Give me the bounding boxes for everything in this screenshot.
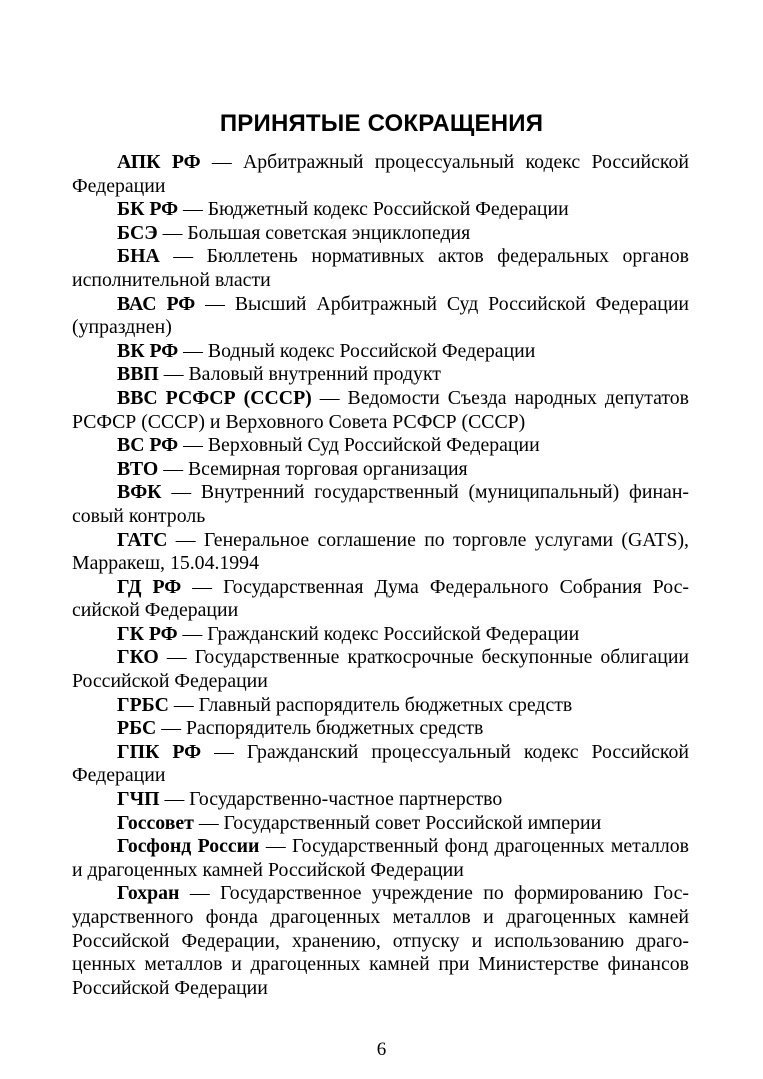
abbreviation-entry [72,623,689,647]
abbreviation-entry [72,741,689,788]
abbreviation-definition: Государственный фонд драгоценных металлов и драгоценных камней Российской Федерации [72,835,689,881]
abbreviation-definition: Валовый внутренний продукт [188,363,441,386]
abbreviation-term: РБС [117,717,157,740]
abbreviation-term: ВВС РСФСР (СССР) [117,386,312,409]
abbreviation-entry [72,835,689,882]
abbreviation-definition: Арбитражный процессуальный кодекс Российской Федерации [72,151,689,197]
entry-separator: — [178,339,208,362]
abbreviation-term: ГРБС [117,693,169,716]
entry-separator: — [158,363,189,386]
abbreviation-term: ГК РФ [117,622,178,645]
abbreviation-definition: Ведомости Съезда народных депутатов РСФСР (СССР) и Верховного Совета РСФСР (СССР) [72,386,689,433]
entry-separator: — [158,646,195,669]
entry-separator: — [259,835,292,858]
entry-separator: — [167,528,204,551]
entry-separator: — [161,481,201,504]
abbreviation-entry [72,222,689,246]
abbreviation-entry [72,340,689,364]
abbreviation-definition: Внутренний государственный (муниципальный) финансовый контроль [72,481,690,527]
abbreviation-term: ГЧП [117,788,160,811]
abbreviation-term: Госфонд России [117,835,260,858]
abbreviation-term: ВТО [117,457,159,480]
entry-separator: — [195,292,235,315]
entry-separator: — [157,221,188,244]
abbreviation-term: ГПК РФ [117,740,202,763]
abbreviation-definition: Бюллетень нормативных актов федеральных органов исполнительной власти [72,245,689,291]
abbreviation-definition: Главный распорядитель бюджетных средств [198,693,573,716]
abbreviation-term: ГАТС [117,528,168,551]
abbreviation-definition: Гражданский кодекс Российской Федерации [207,622,580,645]
abbreviation-entry [72,434,689,458]
abbreviation-entry [72,529,689,576]
entry-separator: — [178,198,208,221]
abbreviation-definition: Государственный совет Российской империи [223,811,602,834]
abbreviation-definition: Верховный Суд Российской Федерации [207,434,540,457]
entry-separator: — [311,386,348,409]
abbreviation-definition: Распорядитель бюджетных средств [185,717,484,740]
abbreviation-term: БНА [117,245,160,268]
abbreviation-entry [72,788,689,812]
abbreviation-term: БК РФ [117,198,179,221]
abbreviation-entry [72,458,689,482]
entry-separator: — [158,457,188,480]
abbreviation-entry [72,882,689,1000]
entry-separator: — [159,245,207,268]
page-title: ПРИНЯТЫЕ СОКРАЩЕНИЯ [219,110,544,137]
abbreviation-definition: Государственно-частное партнерство [189,788,503,811]
entry-separator: — [201,740,247,763]
abbreviation-term: ГКО [117,646,159,669]
abbreviation-entry [72,717,689,741]
abbreviation-term: Госсовет [117,811,194,834]
abbreviation-definition: Государственная Дума Федерального Собрания Российской Федерации [72,575,689,622]
entry-separator: — [168,693,199,716]
abbreviation-entry [72,646,689,693]
abbreviation-term: ВС РФ [117,434,179,457]
abbreviation-term: ВК РФ [117,339,179,362]
entry-separator: — [178,434,208,457]
abbreviation-definition: Всемирная торговая организация [187,457,468,480]
abbreviation-entry [72,576,689,623]
abbreviation-term: БСЭ [117,221,158,244]
entry-separator: — [177,622,208,645]
abbreviation-definition: Государственные краткосрочные бескупонные облигации Российской Федерации [72,646,689,693]
abbreviation-entry [72,363,689,387]
abbreviation-term: ВФК [117,481,162,504]
abbreviation-term: ВАС РФ [117,292,196,315]
entry-separator: — [193,811,224,834]
abbreviation-entry [72,694,689,718]
entry-separator: — [179,882,221,905]
abbreviation-definition: Государственное учреждение по формированию Государственного фонда драгоценных металлов и драгоценных камней Российской Федерации, хранению, отпуску и использованию драгоценных металлов и драгоценных камней при Министерстве финансов Российской Федерации [72,882,689,999]
abbreviation-term: ГД РФ [117,575,182,598]
abbreviation-term: Гохран [117,882,180,905]
abbreviation-definition: Бюджетный кодекс Российской Федерации [207,198,569,221]
entry-separator: — [200,151,243,173]
abbreviation-entry [72,151,689,198]
abbreviation-entry [72,387,689,434]
entry-separator: — [159,788,190,811]
abbreviation-definition: Высший Арбитражный Суд Российской Федерации (упразднен) [72,292,690,339]
abbreviation-entry [72,293,689,340]
abbreviation-entry [72,812,689,836]
abbreviation-entry [72,481,689,528]
abbreviation-list [72,151,689,1000]
abbreviation-definition: Гражданский процессуальный кодекс Российской Федерации [72,740,690,787]
abbreviation-definition: Большая советская энциклопедия [187,221,471,244]
abbreviation-entry [72,245,689,292]
page-number: 6 [376,1039,387,1060]
abbreviation-term: ВВП [117,363,159,386]
abbreviation-entry [72,198,689,222]
entry-separator: — [181,575,224,598]
abbreviation-term: АПК РФ [117,151,201,173]
abbreviation-definition: Генеральное соглашение по торговле услугами (GATS), Марракеш, 15.04.1994 [72,528,690,575]
abbreviation-definition: Водный кодекс Российской Федерации [207,339,536,362]
entry-separator: — [156,717,186,740]
